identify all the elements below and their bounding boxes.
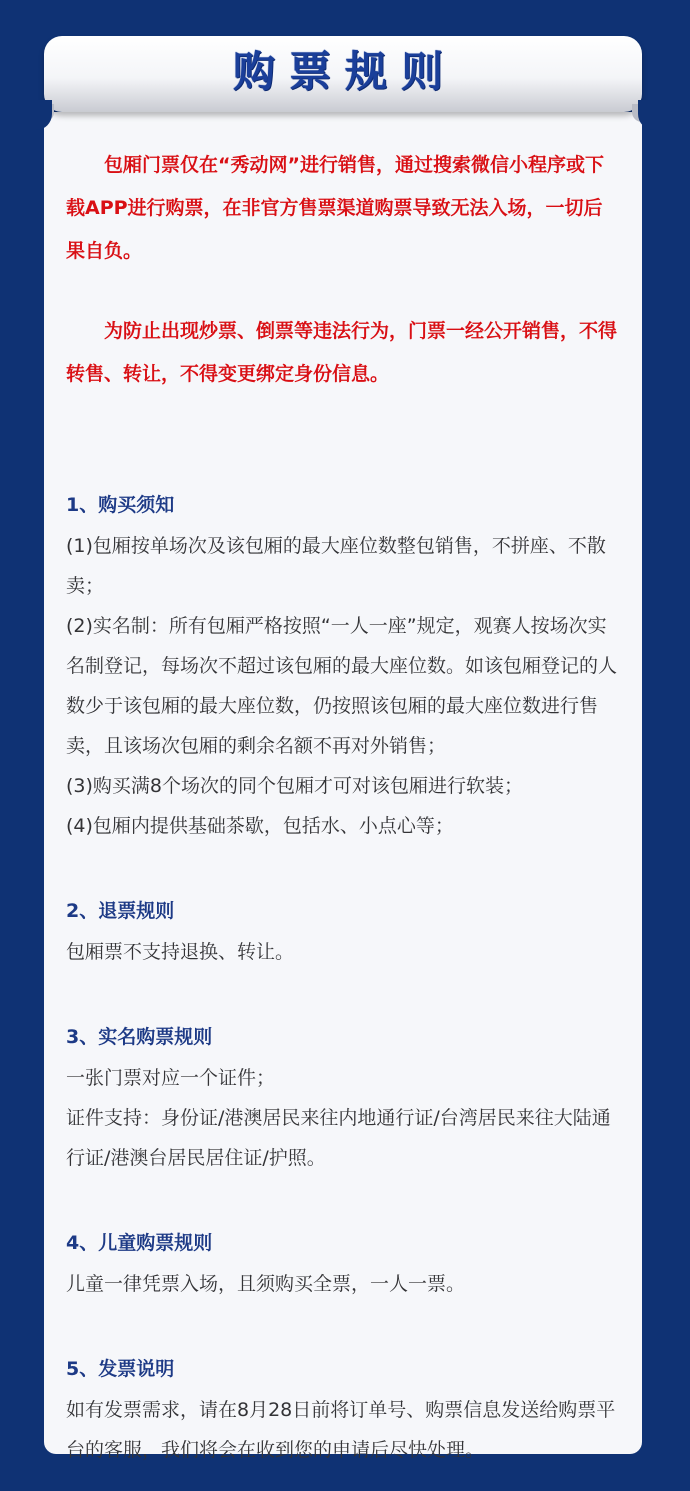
section-realname-rules bbox=[66, 1016, 620, 1178]
section-heading: 2、退票规则 bbox=[66, 900, 175, 922]
section-purchase-notes bbox=[66, 484, 620, 846]
section-heading: 3、实名购票规则 bbox=[66, 1026, 213, 1048]
section-line: 包厢票不支持退换、转让。 bbox=[66, 941, 295, 963]
section-line: 儿童一律凭票入场，且须购买全票，一人一票。 bbox=[66, 1273, 466, 1295]
section-heading: 1、购买须知 bbox=[66, 494, 175, 516]
notice-official-channel: 包厢门票仅在“秀动网”进行销售，通过搜索微信小程序或下载APP进行购票，在非官方售票渠道购票导致无法入场，一切后果自负。 bbox=[66, 154, 604, 262]
page-title: 购票规则 bbox=[232, 47, 457, 96]
section-heading: 4、儿童购票规则 bbox=[66, 1232, 213, 1254]
section-line: (1)包厢按单场次及该包厢的最大座位数整包销售，不拼座、不散卖； bbox=[66, 535, 606, 597]
section-heading: 5、发票说明 bbox=[66, 1358, 175, 1380]
section-child-rules bbox=[66, 1222, 620, 1304]
section-line: 如有发票需求，请在8月28日前将订单号、购票信息发送给购票平台的客服，我们将会在收到您的申请后尽快处理。 bbox=[66, 1399, 616, 1461]
rules-content bbox=[66, 144, 620, 1470]
section-line: 证件支持：身份证/港澳居民来往内地通行证/台湾居民来往大陆通行证/港澳台居民居住证/护照。 bbox=[66, 1107, 611, 1169]
section-line: (2)实名制：所有包厢严格按照“一人一座”规定，观赛人按场次实名制登记，每场次不超过该包厢的最大座位数。如该包厢登记的人数少于该包厢的最大座位数，仍按照该包厢的最大座位数进行售卖，且该场次包厢的剩余名额不再对外销售； bbox=[66, 615, 618, 757]
notice-no-resale: 为防止出现炒票、倒票等违法行为，门票一经公开销售，不得转售、转让，不得变更绑定身份信息。 bbox=[66, 320, 618, 385]
rules-paper bbox=[44, 112, 642, 1461]
section-line: 一张门票对应一个证件； bbox=[66, 1067, 276, 1089]
section-refund-rules bbox=[66, 890, 620, 972]
section-invoice bbox=[66, 1348, 620, 1470]
section-line: (3)购买满8个场次的同个包厢才可对该包厢进行软装； bbox=[66, 775, 524, 797]
section-line: (4)包厢内提供基础茶歇，包括水、小点心等； bbox=[66, 815, 454, 837]
